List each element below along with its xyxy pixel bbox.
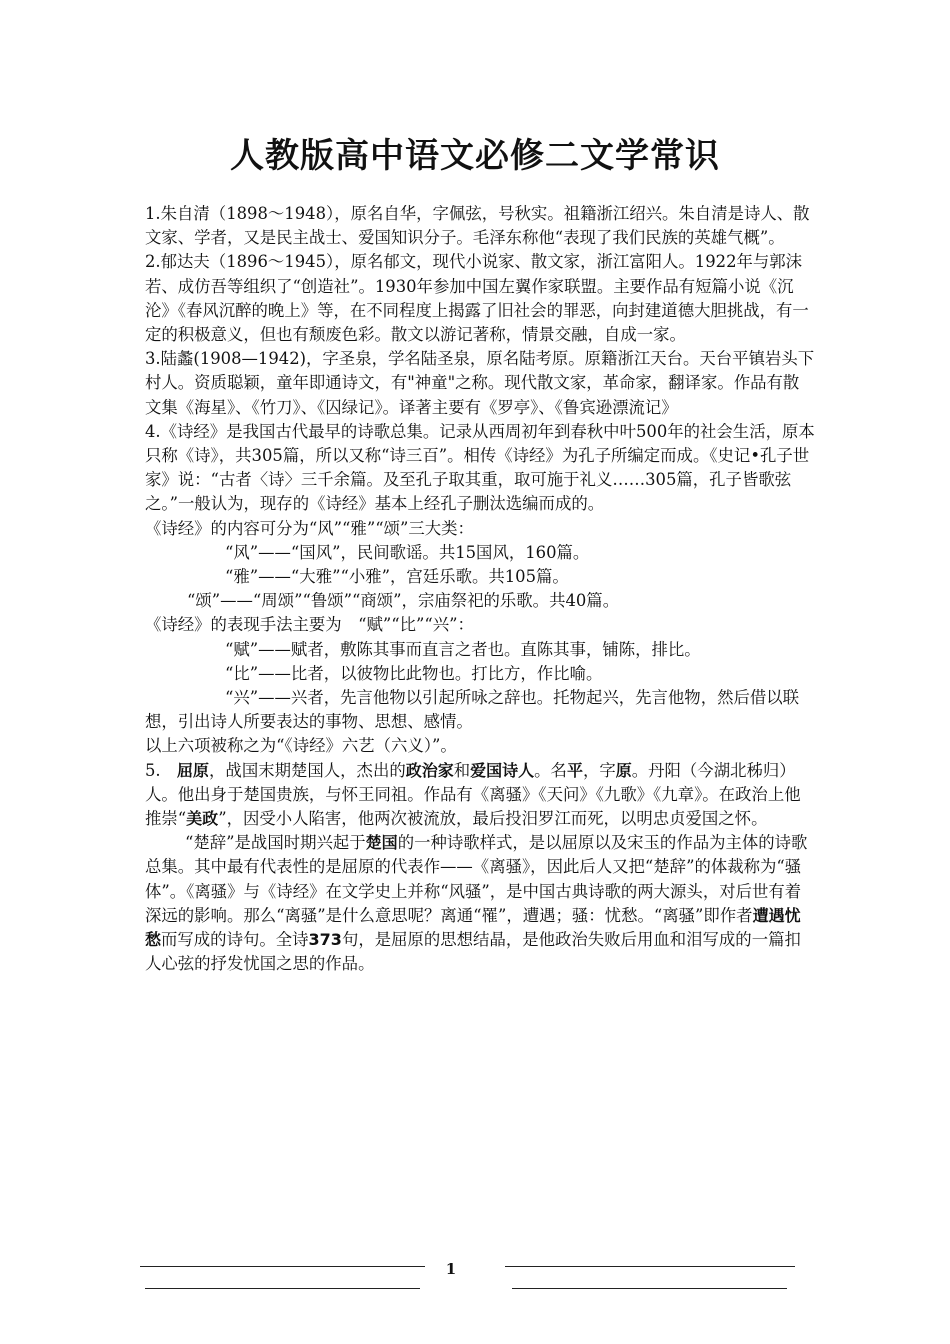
paragraph-song: “颂”——“周颂”“鲁颂”“商颂”，宗庙祭祀的乐歌。共40篇。	[187, 591, 620, 611]
bold-term: 爱国诗人	[470, 760, 535, 780]
paragraph-xing: “兴”——兴者，先言他物以引起所咏之辞也。托物起兴，先言他物，然后借以联想，引出诗人所要表达的事物、思想、感情。	[145, 688, 800, 732]
bold-term: 原	[615, 760, 632, 780]
paragraph-chuci	[145, 831, 815, 976]
text-run: 和	[453, 760, 471, 780]
text-run: ，字	[582, 760, 616, 780]
paragraph-shijing: 4.《诗经》是我国古代最早的诗歌总集。记录从西周初年到春秋中叶500年的社会生活，原本只称《诗》，共305篇，所以又称“诗三百”。相传《诗经》为孔子所编定而成。《史记•孔子世家》说：“古者〈诗〉三千余篇。及至孔子取其重，取可施于礼义……305篇，孔子皆歌弦之。”一般认为，现存的《诗经》基本上经孔子删汰选编而成的。	[145, 421, 815, 514]
text-run: “楚辞”是战国时期兴起于	[185, 833, 366, 853]
bold-term: 屈原	[177, 760, 210, 780]
paragraph-feng: “风”——“国风”，民间歌谣。共15国风，160篇。	[225, 542, 590, 562]
text-run: ，战国末期楚国人，杰出的	[209, 760, 406, 780]
paragraph-lu-li: 3.陆蠡(1908—1942)，字圣泉，学名陆圣泉，原名陆考原。原籍浙江天台。天台平镇岩头下村人。资质聪颖，童年即通诗文，有"神童"之称。现代散文家，革命家，翻译家。作品有散文集《海星》、《竹刀》、《囚绿记》。译著主要有《罗亭》、《鲁宾逊漂流记》	[145, 349, 815, 417]
paragraph-qu-yuan	[145, 759, 815, 832]
text-run: 句，是屈原的思想结晶，是他政治失败后用血和泪写成的一篇扣人心弦的抒发忧国之思的作品。	[145, 930, 801, 974]
text-run: 而写成的诗句。全诗	[161, 930, 309, 950]
paragraph-shijing-categories: 《诗经》的内容可分为“风”“雅”“颂”三大类：	[145, 518, 474, 538]
document-title: 人教版高中语文必修二文学常识	[230, 136, 720, 176]
footer-rule-left-bottom	[145, 1288, 420, 1289]
text-run: 的一种诗歌样式，是以屈原以及宋玉的作品为主体的诗歌总集。其中最有代表性的是屈原的代表作——《离骚》，因此后人又把“楚辞”的体裁称为“骚体”。《离骚》与《诗经》在文学史上并称“风骚”，是中国古典诗歌的两大源头，对后世有着深远的影响。那么“离骚”是什么意思呢？离通“罹”，遭遇；骚：忧愁。“离骚”即作者	[145, 833, 808, 925]
bold-term: 373	[308, 930, 342, 950]
bold-term: 楚国	[365, 833, 398, 853]
text-run: ”，因受小人陷害，他两次被流放，最后投汨罗江而死，以明忠贞爱国之怀。	[218, 809, 768, 829]
bold-term: 政治家	[405, 760, 454, 780]
footer-rule-right-bottom	[512, 1288, 787, 1289]
paragraph-fu: “赋”——赋者，敷陈其事而直言之者也。直陈其事，铺陈，排比。	[225, 639, 701, 659]
paragraph-yu-dafu: 2.郁达夫（1896～1945），原名郁文，现代小说家、散文家，浙江富阳人。1922年与郭沫若、成仿吾等组织了“创造社”。1930年参加中国左翼作家联盟。主要作品有短篇小说《沉沦》《春风沉醉的晚上》等，在不同程度上揭露了旧社会的罪恶，向封建道德大胆挑战，有一定的积极意义，但也有颓废色彩。散文以游记著称，情景交融，自成一家。	[145, 252, 809, 345]
paragraph-bi: “比”——比者，以彼物比此物也。打比方，作比喻。	[225, 663, 603, 683]
paragraph-shijing-techniques: 《诗经》的表现手法主要为 “赋”“比”“兴”：	[145, 615, 474, 635]
bold-term: 平	[566, 760, 583, 780]
text-run: 5.	[145, 760, 178, 780]
document-body	[145, 202, 815, 977]
bold-term: 美政	[186, 809, 219, 829]
page-number: 1	[445, 1260, 457, 1278]
footer-rule-right-top	[505, 1266, 795, 1267]
footer-rule-left-top	[140, 1266, 425, 1267]
text-run: 。名	[534, 760, 567, 780]
text-run: 。丹阳（今湖北秭归）人。他出身于楚国贵族，与怀王同祖。作品有《离骚》《天问》《九歌》《九章》。在政治上他推崇“	[145, 760, 801, 829]
paragraph-zhu-ziqing: 1.朱自清（1898～1948），原名自华，字佩弦，号秋实。祖籍浙江绍兴。朱自清是诗人、散文家、学者，又是民主战士、爱国知识分子。毛泽东称他“表现了我们民族的英雄气概”。	[145, 204, 810, 248]
paragraph-liuyi: 以上六项被称之为“《诗经》六艺（六义）”。	[145, 736, 457, 756]
paragraph-ya: “雅”——“大雅”“小雅”，宫廷乐歌。共105篇。	[225, 567, 569, 587]
bold-term: 遭遇忧愁	[145, 905, 801, 950]
